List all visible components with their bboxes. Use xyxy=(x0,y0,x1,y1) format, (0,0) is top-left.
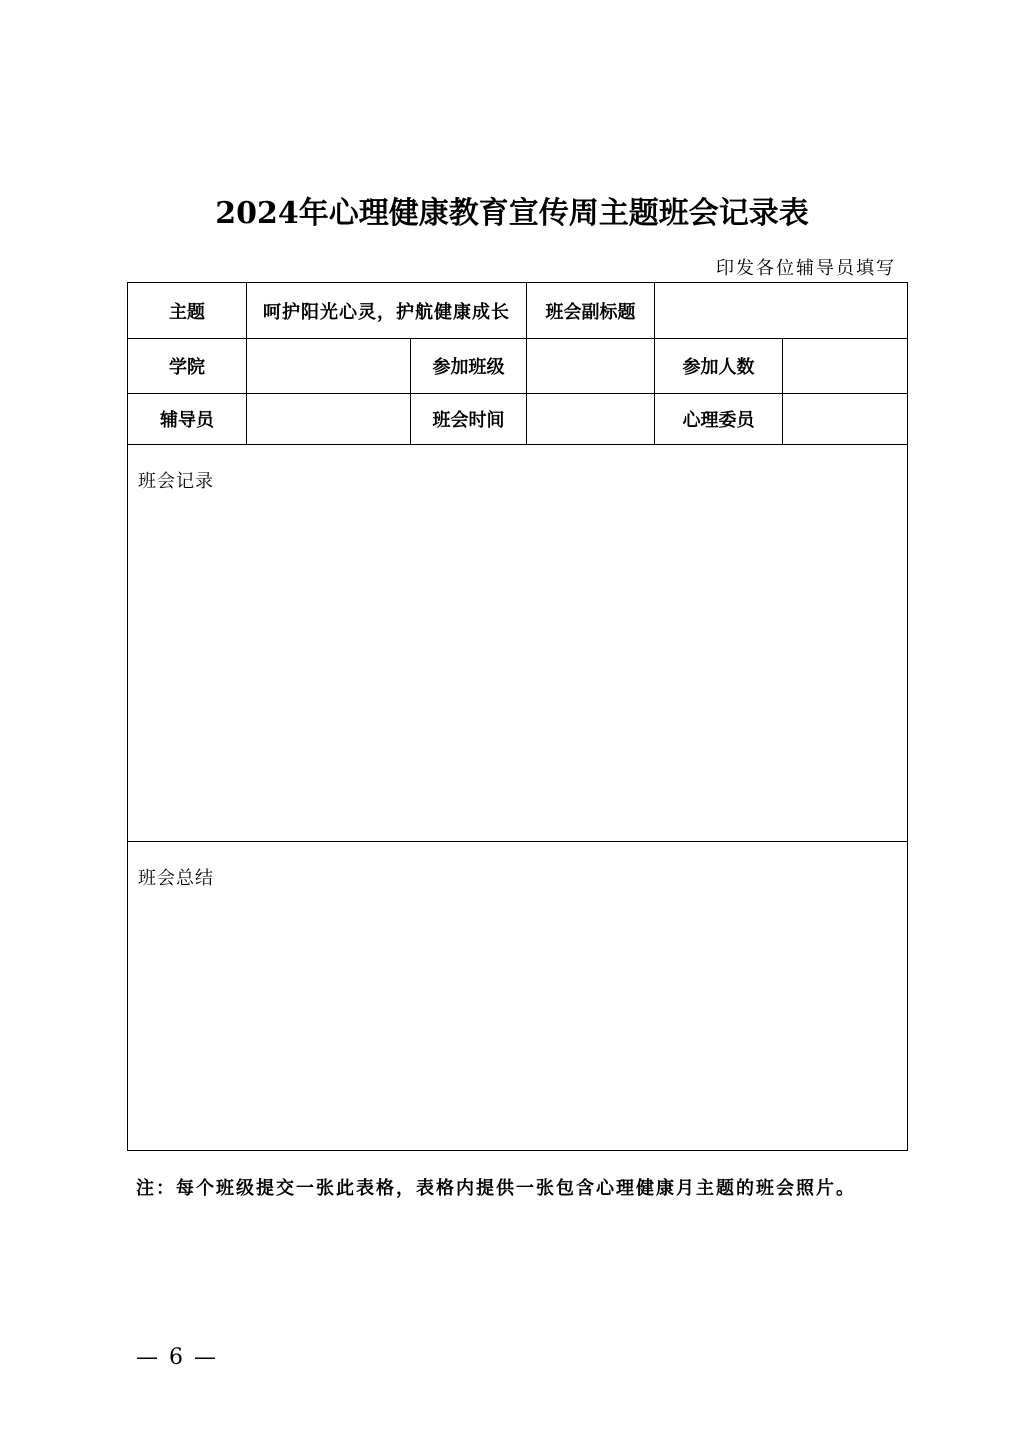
college-label: 学院 xyxy=(128,339,247,394)
summary-label: 班会总结 xyxy=(138,868,214,889)
committee-label: 心理委员 xyxy=(655,394,783,445)
counselor-field[interactable] xyxy=(247,394,411,445)
theme-label: 主题 xyxy=(128,283,247,339)
table-row-summary xyxy=(128,842,908,1151)
college-field[interactable] xyxy=(247,339,411,394)
distribution-note: 印发各位辅导员填写 xyxy=(716,258,896,279)
table-row-theme xyxy=(128,283,908,339)
record-form-table xyxy=(127,282,908,1151)
page-title: 2024年心理健康教育宣传周主题班会记录表 xyxy=(215,196,809,231)
committee-field[interactable] xyxy=(783,394,908,445)
count-field[interactable] xyxy=(783,339,908,394)
theme-value[interactable]: 呵护阳光心灵，护航健康成长 xyxy=(247,283,527,339)
footnote: 注：每个班级提交一张此表格，表格内提供一张包含心理健康月主题的班会照片。 xyxy=(136,1178,856,1199)
summary-area[interactable] xyxy=(128,842,908,1151)
count-label: 参加人数 xyxy=(655,339,783,394)
table-row-record xyxy=(128,445,908,842)
page-number: — 6 — xyxy=(136,1345,218,1370)
record-label: 班会记录 xyxy=(138,471,214,492)
record-area[interactable] xyxy=(128,445,908,842)
subtitle-field[interactable] xyxy=(655,283,908,339)
counselor-label: 辅导员 xyxy=(128,394,247,445)
class-label: 参加班级 xyxy=(411,339,527,394)
class-field[interactable] xyxy=(527,339,655,394)
time-field[interactable] xyxy=(527,394,655,445)
time-label: 班会时间 xyxy=(411,394,527,445)
subtitle-label: 班会副标题 xyxy=(527,283,655,339)
table-row-counselor xyxy=(128,394,908,445)
table-row-college xyxy=(128,339,908,394)
